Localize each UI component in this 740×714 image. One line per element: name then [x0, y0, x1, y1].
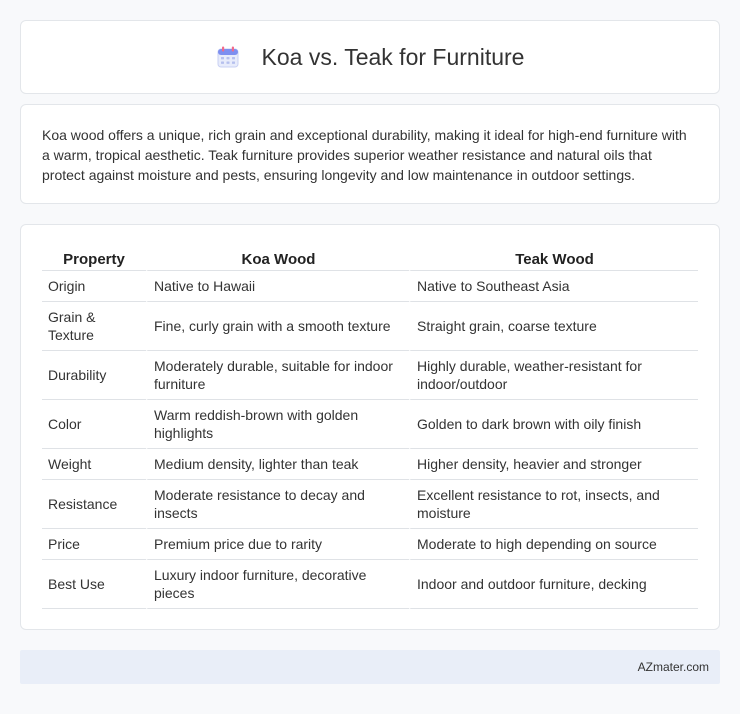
table-row	[42, 529, 698, 560]
cell-koa: Fine, curly grain with a smooth texture	[146, 302, 409, 351]
table-header-row	[42, 245, 698, 271]
table-row	[42, 400, 698, 449]
title-wrap	[216, 44, 525, 71]
header-property: Property	[42, 245, 146, 271]
cell-koa: Premium price due to rarity	[146, 529, 409, 560]
cell-property: Weight	[42, 449, 146, 480]
cell-koa: Moderate resistance to decay and insects	[146, 480, 409, 529]
cell-teak: Highly durable, weather-resistant for indoor/outdoor	[409, 351, 698, 400]
cell-property: Resistance	[42, 480, 146, 529]
table-card	[20, 224, 720, 630]
cell-teak: Straight grain, coarse texture	[409, 302, 698, 351]
intro-text: Koa wood offers a unique, rich grain and exceptional durability, making it ideal for high-end furniture with a warm, tropical aesthetic. Teak furniture provides superior weather resistance and natural oils that protect against moisture and pests, ensuring longevity and low maintenance in outdoor settings.	[42, 127, 687, 183]
cell-property: Best Use	[42, 560, 146, 609]
table-row	[42, 271, 698, 302]
cell-property: Durability	[42, 351, 146, 400]
page-title: Koa vs. Teak for Furniture	[261, 43, 525, 70]
cell-teak: Golden to dark brown with oily finish	[409, 400, 698, 449]
table-row	[42, 449, 698, 480]
table-row	[42, 480, 698, 529]
cell-koa: Warm reddish-brown with golden highlights	[146, 400, 409, 449]
table-row	[42, 302, 698, 351]
cell-koa: Medium density, lighter than teak	[146, 449, 409, 480]
cell-property: Price	[42, 529, 146, 560]
table-row	[42, 560, 698, 609]
cell-koa: Native to Hawaii	[146, 271, 409, 302]
cell-teak: Native to Southeast Asia	[409, 271, 698, 302]
table-row	[42, 351, 698, 400]
cell-property: Color	[42, 400, 146, 449]
header-koa: Koa Wood	[146, 245, 409, 271]
cell-teak: Higher density, heavier and stronger	[409, 449, 698, 480]
cell-teak: Excellent resistance to rot, insects, and moisture	[409, 480, 698, 529]
cell-teak: Indoor and outdoor furniture, decking	[409, 560, 698, 609]
cell-koa: Moderately durable, suitable for indoor furniture	[146, 351, 409, 400]
comparison-table	[42, 245, 698, 609]
header-card	[20, 20, 720, 94]
cell-property: Origin	[42, 271, 146, 302]
calendar-icon	[216, 45, 240, 69]
cell-teak: Moderate to high depending on source	[409, 529, 698, 560]
footer	[20, 650, 720, 684]
header-teak: Teak Wood	[409, 245, 698, 271]
intro-card	[20, 104, 720, 204]
cell-property: Grain & Texture	[42, 302, 146, 351]
footer-brand[interactable]: AZmater.com	[637, 660, 709, 674]
cell-koa: Luxury indoor furniture, decorative pieces	[146, 560, 409, 609]
